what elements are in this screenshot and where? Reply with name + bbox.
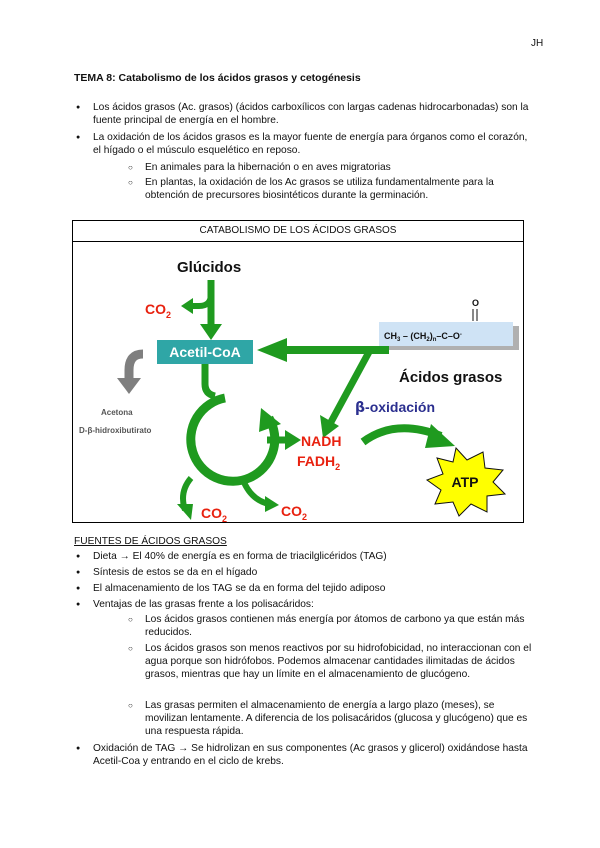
source-bullet: ● El almacenamiento de los TAG se da en forma del tejido adiposo: [93, 582, 533, 595]
diagram-title: CATABOLISMO DE LOS ÁCIDOS GRASOS: [73, 221, 523, 242]
fadh2-label: $FADH_2$: [297, 453, 341, 472]
nadh-to-atp-arrowhead: [425, 424, 455, 448]
source-sub-bullet: ○ Los ácidos grasos contienen más energía por átomos de carbono ya que están más reducidos.: [145, 613, 535, 639]
source-bullet: ● Ventajas de las grasas frente a los polisacáridos:: [93, 598, 533, 611]
intro-bullet: ● La oxidación de los ácidos grasos es la mayor fuente de energía para órganos como el corazón, el hígado o el músculo esquelético en reposo.: [93, 131, 533, 157]
intro-bullet: ● Los ácidos grasos (Ac. grasos) (ácidos carboxílicos con largas cadenas hidrocarbonadas) son la fuente principal de energía en el hombre.: [93, 101, 533, 127]
source-sub-bullet: ○ Las grasas permiten el almacenamiento de energía a largo plazo (meses), se movilizan lentamente. A diferencia de los polisacáridos (glucosa y glucógeno) que es una respuesta rápida.: [145, 699, 535, 738]
sources-heading: FUENTES DE ÁCIDOS GRASOS: [74, 536, 227, 547]
diagram-canvas: [73, 242, 523, 523]
beta-oxidation-label: β-oxidación: [355, 399, 436, 416]
co2-top-label: $CO_2$: [145, 301, 172, 320]
acetil-to-cycle-arrow: [205, 364, 215, 396]
cycle-to-nadh-arrowhead: [285, 430, 301, 450]
acidos-grasos-label: Ácidos grasos: [399, 369, 503, 386]
glucidos-arrowhead: [200, 324, 222, 340]
catabolism-diagram: [72, 220, 524, 523]
source-bullet: ● Síntesis de estos se da en el hígado: [93, 566, 533, 579]
source-bullet: ● Oxidación de TAG → Se hidrolizan en sus componentes (Ac grasos y glicerol) oxidándose hasta Acetil-Coa y entrando en el ciclo de krebs.: [93, 742, 533, 768]
ketone-arrow: [129, 354, 143, 382]
formula-oxygen: O: [472, 298, 480, 308]
glucidos-label: Glúcidos: [177, 259, 242, 276]
page-title: TEMA 8: Catabolismo de los ácidos grasos y cetogénesis: [74, 72, 361, 84]
source-bullet: ● Dieta → El 40% de energía es en forma de triacilglicéridos (TAG): [93, 550, 533, 563]
atp-label: ATP: [451, 474, 479, 490]
fatty-acid-to-acetil-arrowhead: [257, 338, 287, 362]
co2-bottom-right-label: $CO_2$: [281, 503, 308, 522]
co2-branch-arrow: [191, 294, 211, 306]
ketone-arrowhead: [117, 378, 141, 394]
source-sub-bullet: ○ Los ácidos grasos son menos reactivos por su hidrofobicidad, no interaccionan con el agua porque son hidrófobos. Podemos almacenar cantidades ilimitadas de ácidos grasos, mientras que hay un límite en el almacenamiento de glucógeno.: [145, 642, 535, 681]
header-initials: JH: [531, 38, 544, 49]
intro-sub-bullet: ○ En animales para la hibernación o en aves migratorias: [145, 161, 535, 174]
hidroxibutirato-label: D-β-hidroxibutirato: [79, 426, 152, 435]
acetona-label: Acetona: [101, 408, 133, 417]
formula-text: $CH_3 - (CH_2)_n-C-O^-$: [384, 331, 462, 343]
acetil-coa-label: Acetil-CoA: [169, 344, 241, 360]
co2-branch-arrowhead: [181, 298, 193, 314]
co2-bottom-right-arrowhead: [265, 496, 279, 512]
co2-bottom-left-arrowhead: [177, 504, 193, 520]
co2-bottom-left-label: $CO_2$: [201, 505, 228, 523]
nadh-label: NADH: [301, 433, 342, 449]
intro-sub-bullet: ○ En plantas, la oxidación de los Ac grasos se utiliza fundamentalmente para la obtención de precursores biosintéticos durante la germinación.: [145, 176, 535, 202]
